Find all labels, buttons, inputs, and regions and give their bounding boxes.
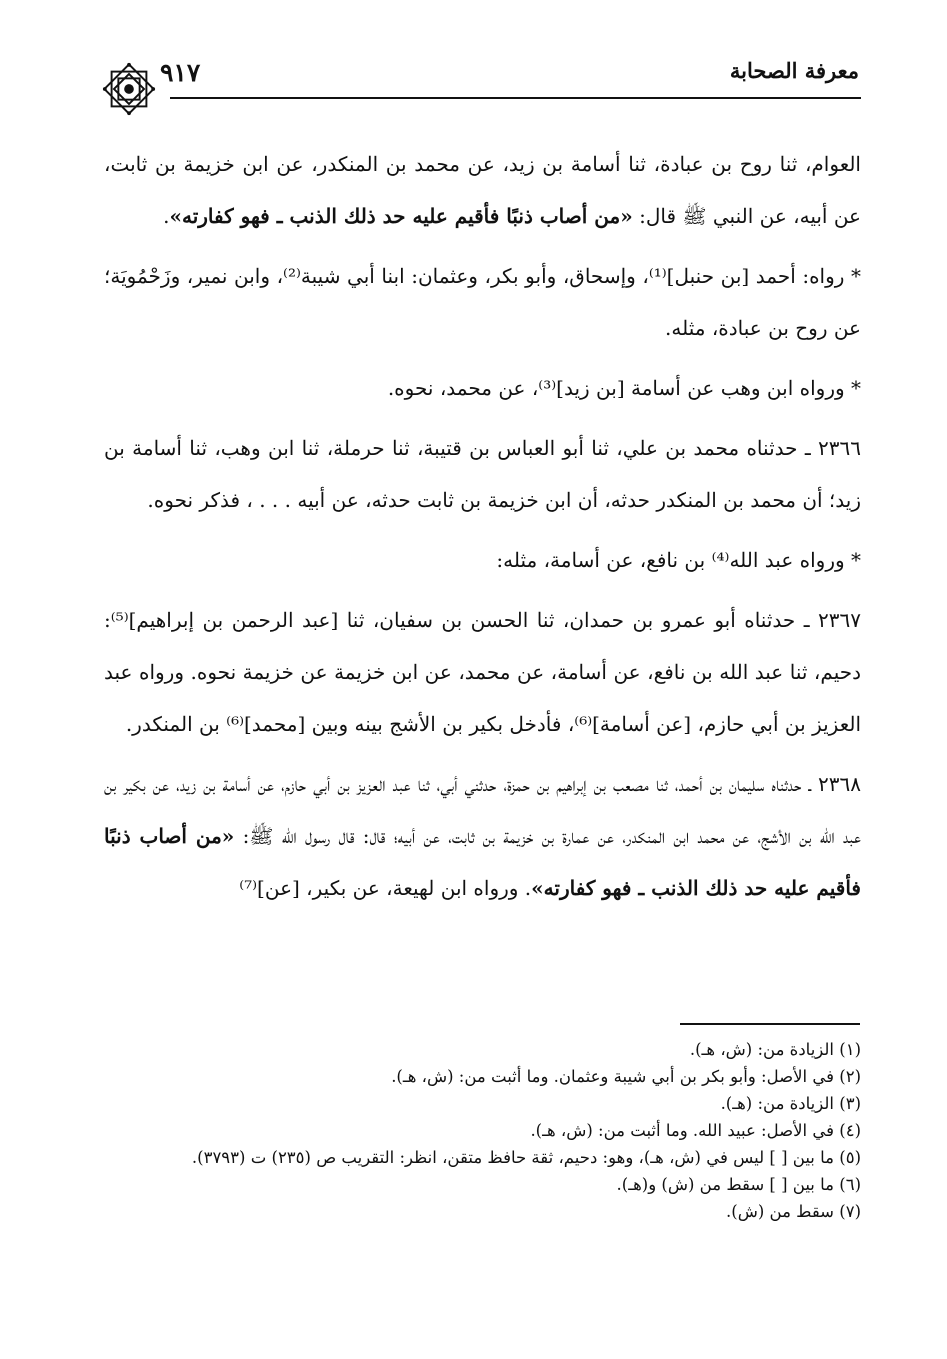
footnote-3: (٣) الزيادة من: (هـ).: [720, 1094, 861, 1113]
page-number: ٩١٧: [160, 58, 201, 87]
paragraph-7: ٢٣٦٨ ـ حدثناه سليمان بن أحمد، ثنا مصعب بن إبراهيم بن حمزة، حدثني أبي، ثنا عبد العزيز بن أبي حازم، عن أسامة بن زيد، عن بكير بن عبد الله بن الأشج، عن محمد ابن المنكدر، عن عمارة بن خزيمة بن ثابت، عن أبيه؛ قال: قال رسول الله ﷺ: «من أصاب ذنبًا فأقيم عليه حد ذلك الذنب ـ فهو كفارته». ورواه ابن لهيعة، عن بكير، [عن]⁽⁷⁾: [104, 772, 861, 900]
paragraph-5: * ورواه عبد الله⁽⁴⁾ بن نافع، عن أسامة، مثله:: [496, 548, 861, 572]
footnotes: [104, 1036, 861, 1225]
footnote-4: (٤) في الأصل: عبيد الله. وما أثبت من: (ش، هـ).: [530, 1121, 861, 1140]
paragraph-1: العوام، ثنا روح بن عبادة، ثنا أسامة بن زيد، عن محمد بن المنكدر، عن ابن خزيمة بن ثابت، عن أبيه، عن النبي ﷺ قال: «من أصاب ذنبًا فأقيم عليه حد ذلك الذنب ـ فهو كفارته».: [104, 152, 861, 228]
octagram-ornament-icon: [100, 60, 158, 118]
footnote-1: (١) الزيادة من: (ش، هـ).: [689, 1040, 861, 1059]
footnote-5: (٥) ما بين [ ] ليس في (ش، هـ)، وهو: دحيم، ثقة حافظ متقن، انظر: التقريب ص (٢٣٥) ت (٣٧٩٣).: [191, 1148, 861, 1167]
footnote-7: (٧) سقط من (ش).: [726, 1202, 861, 1221]
running-header-title: معرفة الصحابة: [729, 58, 859, 83]
paragraph-4: ٢٣٦٦ ـ حدثناه محمد بن علي، ثنا أبو العباس بن قتيبة، ثنا حرملة، ثنا ابن وهب، ثنا أسامة بن زيد؛ أن محمد بن المنكدر حدثه، أن ابن خزيمة بن ثابت حدثه، عن أبيه . . . ، فذكر نحوه.: [104, 436, 861, 512]
header-rule: [170, 97, 861, 99]
paragraph-3: * ورواه ابن وهب عن أسامة [بن زيد]⁽³⁾، عن محمد، نحوه.: [387, 376, 861, 400]
hadith-text: «من أصاب ذنبًا فأقيم عليه حد ذلك الذنب ـ فهو كفارته»: [104, 824, 861, 900]
footnote-separator: [680, 1023, 860, 1025]
paragraph-6: ٢٣٦٧ ـ حدثناه أبو عمرو بن حمدان، ثنا الحسن بن سفيان، ثنا [عبد الرحمن بن إبراهيم]⁽⁵⁾: دحيم، ثنا عبد الله بن نافع، عن أسامة، عن محمد، عن ابن خزيمة عن خزيمة نحوه. ورواه عبد العزيز بن أبي حازم، [عن أسامة]⁽⁶⁾، فأدخل بكير بن الأشج بينه وبين [محمد]⁽⁶⁾ بن المنكدر.: [104, 608, 861, 736]
footnote-6: (٦) ما بين [ ] سقط من (ش) و(هـ).: [616, 1175, 861, 1194]
paragraph-2: * رواه: أحمد [بن حنبل]⁽¹⁾، وإسحاق، وأبو بكر، وعثمان: ابنا أبي شيبة⁽²⁾، وابن نمير، وزَحْمُويَة؛ عن روح بن عبادة، مثله.: [104, 264, 862, 340]
footnote-2: (٢) في الأصل: وأبو بكر بن أبي شيبة وعثمان. وما أثبت من: (ش، هـ).: [391, 1067, 861, 1086]
hadith-text: «من أصاب ذنبًا فأقيم عليه حد ذلك الذنب ـ فهو كفارته»: [169, 204, 633, 228]
main-text: [104, 138, 861, 922]
